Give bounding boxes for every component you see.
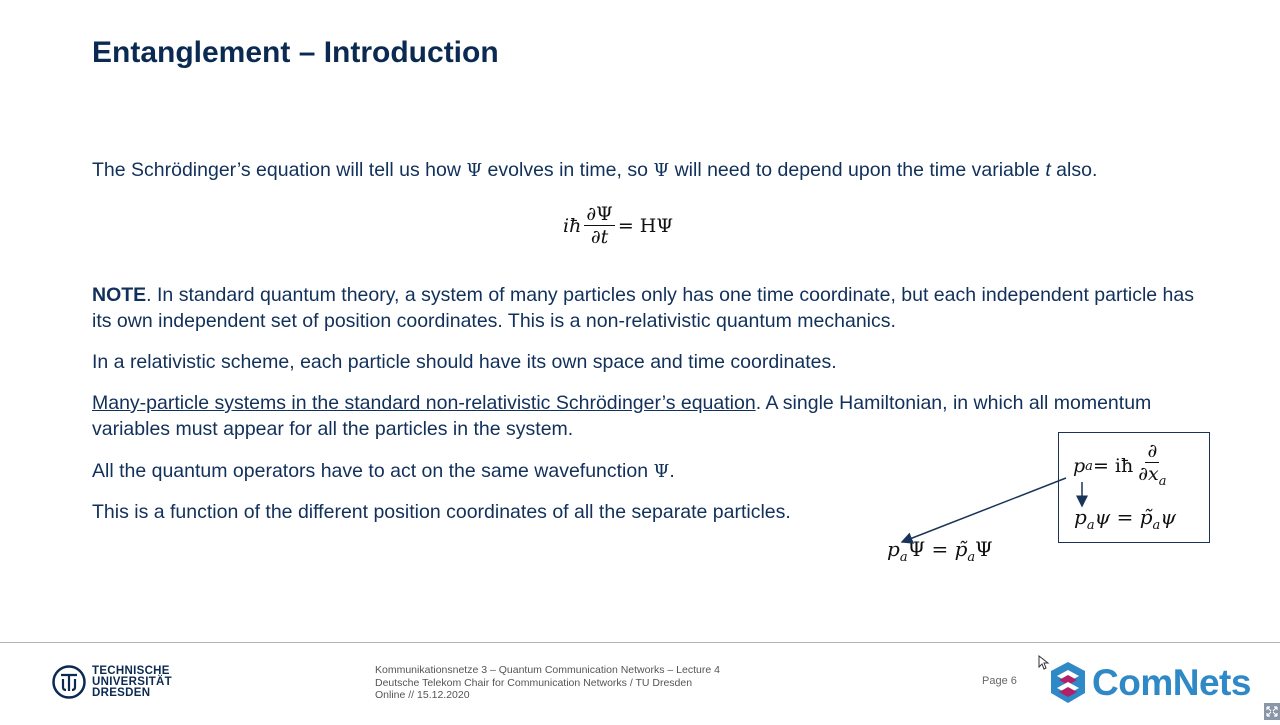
p-symbol: p	[887, 537, 900, 561]
lecture-date: Online // 15.12.2020	[375, 689, 470, 701]
eq2-mid: ψ =	[1094, 505, 1140, 529]
footer-course-info	[375, 664, 720, 702]
p1-text-d: also.	[1050, 159, 1098, 181]
tu-dresden-wordmark	[92, 666, 172, 699]
equals-ih: = iħ	[1092, 455, 1134, 478]
slide-title: Entanglement – Introduction	[92, 36, 499, 69]
page-number: Page 6	[982, 675, 1017, 687]
expand-icon	[1264, 703, 1280, 720]
p1-text-a: The Schrödinger’s equation will tell us how	[92, 159, 467, 181]
psi-symbol: Ψ	[653, 461, 670, 482]
comnets-wordmark: ComNets	[1092, 662, 1251, 703]
tud-line3: DRESDEN	[92, 686, 151, 699]
comnets-logo	[1048, 660, 1251, 706]
chair-name: Deutsche Telekom Chair for Communication Networks / TU Dresden	[375, 676, 693, 689]
tud-line2: UNIVERSITÄT	[92, 675, 172, 688]
eq1-prefix: iħ	[563, 214, 582, 237]
tu-dresden-logo	[52, 665, 172, 699]
p-tilde-symbol: p̃	[1139, 505, 1153, 529]
p-symbol: p	[1074, 505, 1087, 529]
many-particle-heading: Many-particle systems in the standard non-relativistic Schrödinger’s equation	[92, 392, 756, 414]
many-particle-text: . A single Hamiltonian, in which all momentum variables must appear for all the particles in the system.	[92, 392, 1152, 440]
subscript-a: a	[967, 550, 976, 565]
subscript-a: a	[899, 550, 908, 565]
tu-dresden-emblem-icon	[52, 665, 86, 699]
psi-lower-symbol: ψ	[1160, 505, 1176, 529]
eq1-denominator: ∂t	[590, 226, 609, 248]
note-label: NOTE	[92, 284, 147, 306]
comnets-cube-icon	[1048, 660, 1088, 706]
paragraph-position-coordinates: This is a function of the different position coordinates of all the separate particles.	[92, 501, 791, 523]
eq1-rhs: = HΨ	[617, 214, 674, 237]
p-tilde-symbol: p̃	[954, 537, 968, 561]
psi-symbol: Ψ	[466, 160, 483, 181]
p-symbol: p	[1073, 455, 1086, 478]
operators-text: All the quantum operators have to act on the same wavefunction	[92, 460, 654, 482]
eq3-mid: Ψ =	[907, 537, 955, 561]
subscript-a: a	[1085, 458, 1093, 474]
psi-symbol: Ψ	[653, 160, 670, 181]
Psi-symbol: Ψ	[975, 537, 993, 561]
fullscreen-button[interactable]	[1264, 703, 1280, 720]
course-title: Kommunikationsnetze 3 – Quantum Communication Networks – Lecture 4	[375, 664, 720, 676]
arrow-diagonal-icon	[902, 478, 1066, 542]
partial-denominator: ∂x	[1138, 463, 1159, 485]
partial-numerator: ∂	[1147, 440, 1158, 462]
tud-line1: TECHNISCHE	[92, 664, 170, 677]
note-text: . In standard quantum theory, a system of many particles only has one time coordinate, but each independent particle has its own independent set of position coordinates. This is a non-relativistic quantum mechanics.	[92, 284, 1195, 332]
paragraph-relativistic: In a relativistic scheme, each particle should have its own space and time coordinates.	[92, 351, 837, 373]
p1-text-b: evolves in time, so	[482, 159, 654, 181]
p1-text-c: will need to depend upon the time variable	[669, 159, 1046, 181]
eq1-numerator: ∂Ψ	[586, 203, 613, 225]
operators-end: .	[669, 460, 675, 482]
subscript-a: a	[1158, 473, 1167, 489]
time-variable: t	[1045, 159, 1051, 181]
subscript-a: a	[1086, 518, 1095, 533]
subscript-a: a	[1152, 518, 1161, 533]
